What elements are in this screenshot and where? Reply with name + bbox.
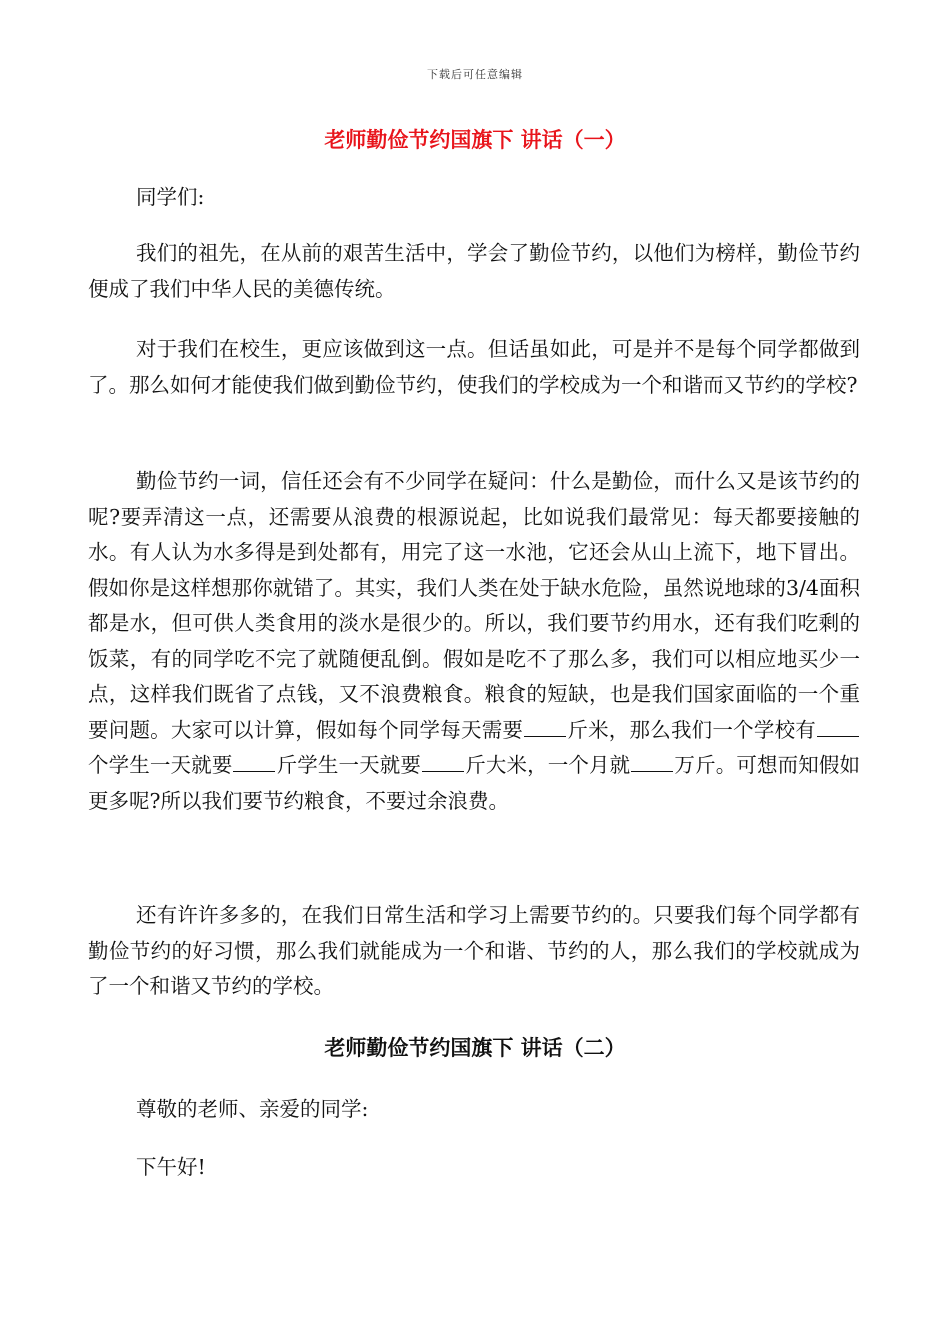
fill-blank: [422, 770, 464, 772]
section1-paragraph-4: 还有许许多多的，在我们日常生活和学习上需要节约的。只要我们每个同学都有勤俭节约的好习惯，那么我们就能成为一个和谐、节约的人，那么我们的学校就成为了一个和谐又节约的学校。: [88, 903, 860, 998]
section1-paragraph-1: 我们的祖先，在从前的艰苦生活中，学会了勤俭节约，以他们为榜样，勤俭节约便成了我们中华人民的美德传统。: [88, 241, 860, 301]
section1-greeting: 同学们:: [136, 185, 205, 209]
fill-blank: [524, 735, 566, 737]
section1-title: 老师勤俭节约国旗下 讲话（一）: [324, 127, 626, 152]
fill-blank: [631, 770, 673, 772]
paragraph-3-part-d: 斤学生一天就要: [276, 753, 422, 777]
section2-greeting: 尊敬的老师、亲爱的同学:: [136, 1097, 369, 1121]
section1-paragraph-2: 对于我们在校生，更应该做到这一点。但话虽如此，可是并不是每个同学都做到了。那么如何才能使我们做到勤俭节约，使我们的学校成为一个和谐而又节约的学校?: [88, 337, 860, 397]
paragraph-3-part-f: 万斤。可想而知假如更多呢?所以我们要节约粮食，不要过余浪费。: [88, 753, 861, 813]
paragraph-3-part-e: 斤大米，一个月就: [465, 753, 631, 777]
fill-blank: [233, 770, 275, 772]
download-note: 下载后可任意编辑: [427, 68, 523, 81]
section1-paragraph-3: [88, 464, 860, 819]
section2-title: 老师勤俭节约国旗下 讲话（二）: [324, 1035, 626, 1060]
paragraph-3-part-a: 勤俭节约一词，信任还会有不少同学在疑问：什么是勤俭，而什么又是该节约的呢?要弄清这一点，还需要从浪费的根源说起，比如说我们最常见：每天都要接触的水。有人认为水多得是到处都有，用完了这一水池，它还会从山上流下，地下冒出。假如你是这样想那你就错了。其实，我们人类在处于缺水危险，虽然说地球的3/4面积都是水，但可供人类食用的淡水是很少的。所以，我们要节约用水，还有我们吃剩的饭菜，有的同学吃不完了就随便乱倒。假如是吃不了那么多，我们可以相应地买少一点，这样我们既省了点钱，又不浪费粮食。粮食的短缺，也是我们国家面临的一个重要问题。大家可以计算，假如每个同学每天需要: [88, 469, 860, 742]
paragraph-3-part-c: 个学生一天就要: [88, 753, 233, 777]
fill-blank: [817, 735, 859, 737]
section2-paragraph-1: 下午好!: [136, 1155, 206, 1179]
paragraph-3-part-b: 斤米，那么我们一个学校有: [567, 717, 817, 742]
